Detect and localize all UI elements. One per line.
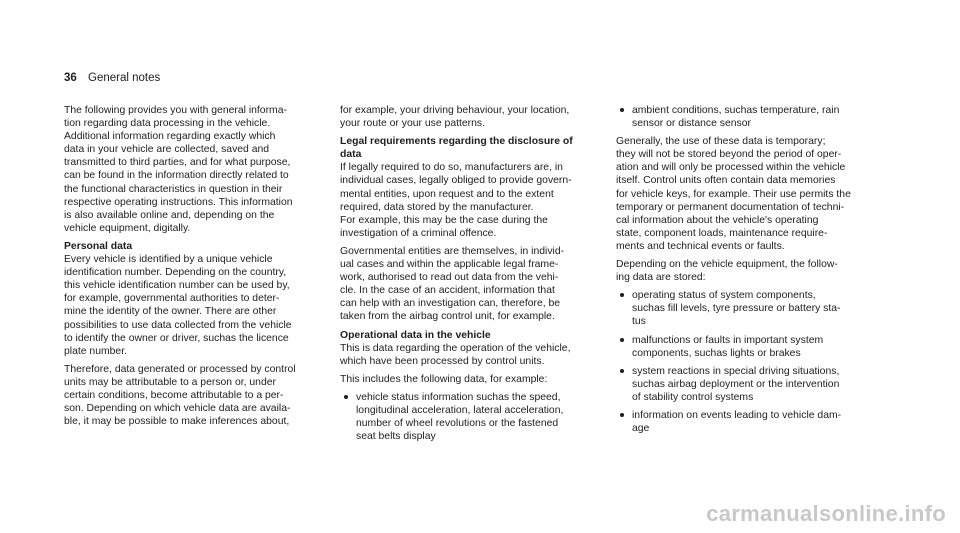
paragraph: This is data regarding the operation of the vehicle, which have been processed by control units. (340, 342, 571, 367)
bullet-list (340, 391, 600, 443)
column-3 (616, 104, 878, 440)
paragraph: Depending on the vehicle equipment, the follow- ing data are stored: (616, 259, 838, 284)
paragraph: Generally, the use of these data is temporary; they will not be stored beyond the period of oper- ation and will only be processed within the vehicle itself. Control units often contain data memories for vehicle keys, for example. Their use permits the temporary or permanent documentation of techni- cal information about the vehicle's operating state, component loads, maintenance require- ments and technical events or faults. (616, 136, 851, 252)
bullet-list (616, 289, 878, 435)
page-number: 36 (64, 72, 77, 84)
list-item: information on events leading to vehicle dam- age (616, 409, 878, 435)
column-2 (340, 104, 600, 448)
section-title: General notes (88, 72, 161, 84)
intro-paragraph: The following provides you with general informa- tion regarding data processing in the vehicle. Additional information regarding exactly which data in your vehicle are collected, saved and transmitted to third parties, and for what purpose, can be found in the information directly related to the functional characteristics in question in their respective operating instructions. This information is also available online and, depending on the vehicle equipment, digitally. (64, 105, 293, 234)
list-item: operating status of system components, suchas fill levels, tyre pressure or battery sta- tus (616, 289, 878, 328)
column-1 (64, 104, 324, 433)
bullet-list (616, 104, 878, 130)
list-item: malfunctions or faults in important system components, suchas lights or brakes (616, 334, 878, 360)
paragraph: If legally required to do so, manufacturers are, in individual cases, legally obliged to provide govern- mental entities, upon request and to the extent required, data stored by the manufacturer. For example, this may be the case during the investigation of a criminal offence. (340, 162, 572, 239)
paragraph: Therefore, data generated or processed by control units may be attributable to a person or, under certain conditions, become attributable to a per- son. Depending on which vehicle data are availa- ble, it may be possible to make inferences about, (64, 363, 296, 428)
list-item: ambient conditions, suchas temperature, rain sensor or distance sensor (616, 104, 878, 130)
list-item: system reactions in special driving situations, suchas airbag deployment or the intervention of stability control systems (616, 365, 878, 404)
paragraph: Every vehicle is identified by a unique vehicle identification number. Depending on the country, this vehicle identification number can be used by, for example, governmental authorities to deter- mine the identity of the owner. There are other possibilities to use data collected from the vehicle to identify the owner or driver, suchas the licence plate number. (64, 254, 292, 357)
list-item: vehicle status information suchas the speed, longitudinal acceleration, lateral acceleration, number of wheel revolutions or the fastened seat belts display (340, 391, 600, 443)
watermark: carmanualsonline.info (706, 501, 946, 526)
heading-personal-data: Personal data (64, 240, 133, 252)
paragraph: Governmental entities are themselves, in individ- ual cases and within the applicable legal frame- work, authorised to read out data from the vehi- cle. In the case of an accident, information that can help with an investigation can, therefore, be taken from the airbag control unit, for example. (340, 245, 565, 323)
paragraph: This includes the following data, for example: (340, 373, 548, 385)
heading-legal-requirements: Legal requirements regarding the disclosure of data (340, 136, 573, 161)
heading-operational-data: Operational data in the vehicle (340, 329, 491, 341)
page-header (64, 72, 160, 84)
paragraph: for example, your driving behaviour, your location, your route or your use patterns. (340, 105, 570, 130)
